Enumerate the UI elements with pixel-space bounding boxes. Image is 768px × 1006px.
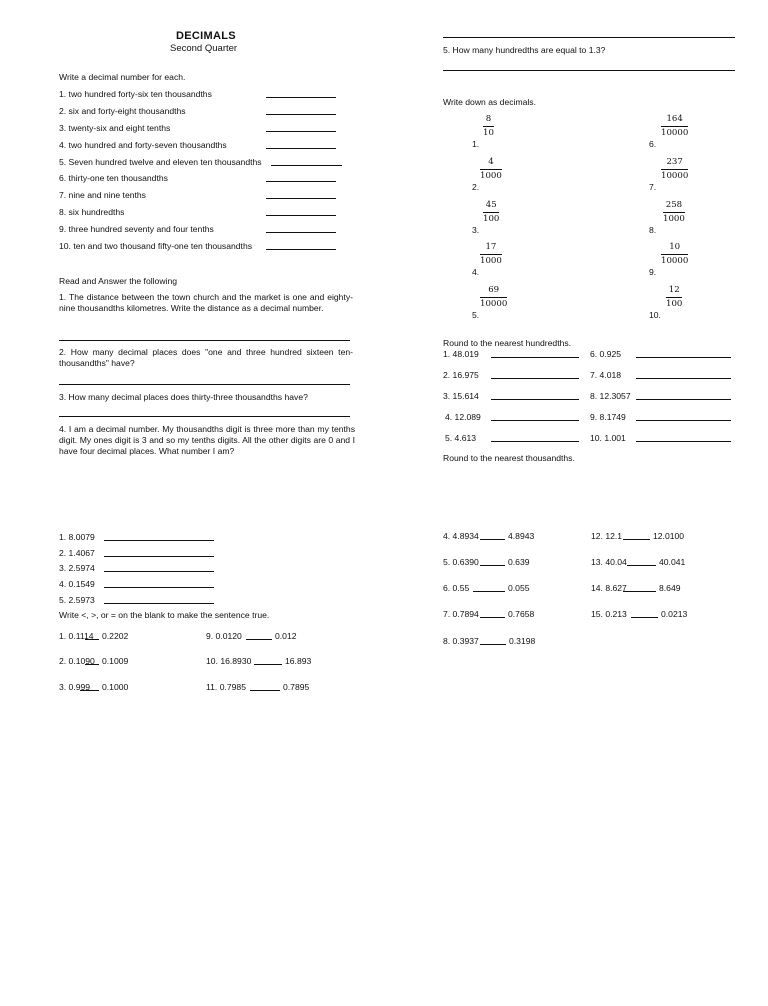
round-hundredths-blank[interactable] — [491, 420, 579, 421]
comparison-blank[interactable] — [480, 565, 505, 566]
fraction-label: 4. — [472, 267, 480, 277]
part1-answer-blank[interactable] — [266, 97, 336, 98]
round-thousandths-item: 5. 2.5973 — [59, 595, 95, 605]
fraction-numerator: 10 — [669, 242, 681, 252]
question-4: 4. I am a decimal number. My thousandths digit is three more than my tenths digit. My ones digit is 3 and so my tenths digits. All the other digits are 0 and I have four decimal places. What number I am? — [59, 424, 355, 456]
round-hundredths-item: 1. 48.019 — [443, 349, 479, 359]
fraction-denominator: 100 — [666, 299, 683, 309]
fraction — [480, 157, 502, 182]
round-thousandths-item: 1. 8.0079 — [59, 532, 95, 542]
part1-answer-blank[interactable] — [266, 148, 336, 149]
round-thousandths-item: 2. 1.4067 — [59, 548, 95, 558]
fraction-label: 9. — [649, 267, 657, 277]
fraction-bar — [480, 297, 507, 298]
fraction-denominator: 1000 — [480, 171, 502, 181]
question-5: 5. How many hundredths are equal to 1.3? — [443, 45, 606, 55]
fraction-label: 5. — [472, 310, 480, 320]
comparison-left: 6. 0.55 — [443, 583, 470, 593]
round-thousandths-item: 4. 0.1549 — [59, 579, 95, 589]
comparison-left: 5. 0.6390 — [443, 557, 479, 567]
round-thousandths-blank[interactable] — [104, 540, 214, 541]
part1-item-8: 8. six hundredths — [59, 207, 125, 217]
fraction-bar — [661, 254, 688, 255]
fraction — [661, 157, 688, 182]
answer-line-q3[interactable] — [59, 416, 350, 417]
fraction-numerator: 8 — [485, 114, 492, 124]
part1-item-9: 9. three hundred seventy and four tenths — [59, 224, 214, 234]
comparison-left: 12. 12.1 — [591, 531, 623, 541]
comparison-right: 0.7658 — [508, 609, 535, 619]
part1-item-6: 6. thirty-one ten thousandths — [59, 173, 168, 183]
comparison-blank[interactable] — [480, 539, 505, 540]
fraction-numerator: 164 — [666, 114, 683, 124]
comparison-left: 10. 16.8930 — [206, 656, 252, 666]
part1-item-5: 5. Seven hundred twelve and eleven ten thousandths — [59, 157, 262, 167]
fraction-denominator: 1000 — [480, 256, 502, 266]
round-thousandths-blank[interactable] — [104, 571, 214, 572]
comparison-blank[interactable] — [631, 617, 658, 618]
fraction-numerator: 237 — [666, 157, 683, 167]
round-hundredths-item: 8. 12.3057 — [590, 391, 631, 401]
fraction — [480, 242, 502, 267]
round-hundredths-item: 3. 15.614 — [443, 391, 479, 401]
part3-instruction: Write down as decimals. — [443, 97, 536, 107]
round-thousandths-item: 3. 2.5974 — [59, 563, 95, 573]
fraction-denominator: 1000 — [663, 214, 685, 224]
question-3: 3. How many decimal places does thirty-three thousandths have? — [59, 392, 308, 402]
fraction-label: 10. — [649, 310, 661, 320]
comparison-right: 12.0100 — [653, 531, 685, 541]
fraction-label: 6. — [649, 139, 657, 149]
round-hundredths-blank[interactable] — [491, 357, 579, 358]
fraction — [663, 200, 685, 225]
fraction-numerator: 12 — [668, 285, 680, 295]
part6-instruction: Write <, >, or = on the blank to make the sentence true. — [59, 610, 270, 620]
comparison-right: 0.639 — [508, 557, 530, 567]
fraction-bar — [480, 254, 502, 255]
round-hundredths-item: 9. 8.1749 — [590, 412, 626, 422]
round-hundredths-blank[interactable] — [491, 441, 579, 442]
comparison-left: 9. 0.0120 — [206, 631, 242, 641]
part1-instruction: Write a decimal number for each. — [59, 72, 186, 82]
fraction-label: 3. — [472, 225, 480, 235]
question-2: 2. How many decimal places does "one and three hundred sixteen ten-thousandths" have? — [59, 347, 353, 368]
comparison-blank[interactable] — [254, 664, 282, 665]
round-hundredths-blank[interactable] — [636, 378, 731, 379]
fraction-bar — [483, 126, 494, 127]
round-thousandths-blank[interactable] — [104, 603, 214, 604]
part1-item-1: 1. two hundred forty-six ten thousandths — [59, 89, 212, 99]
answer-line-q2[interactable] — [59, 384, 350, 385]
round-hundredths-item: 5. 4.613 — [445, 433, 477, 443]
fraction-numerator: 258 — [665, 200, 683, 210]
fraction-denominator: 10000 — [661, 256, 689, 266]
round-hundredths-item: 4. 12.089 — [445, 412, 481, 422]
part1-item-3: 3. twenty-six and eight tenths — [59, 123, 171, 133]
fraction-denominator: 10000 — [480, 299, 508, 309]
comparison-left: 14. 8.627 — [591, 583, 627, 593]
comparison-left: 3. 0.999 — [59, 682, 91, 692]
comparison-left: 11. 0.7985 — [206, 682, 246, 692]
fraction-denominator: 10 — [483, 128, 494, 138]
round-hundredths-item: 7. 4.018 — [590, 370, 622, 380]
part1-item-10: 10. ten and two thousand fifty-one ten thousandths — [59, 241, 253, 251]
answer-line-q5[interactable] — [443, 70, 735, 71]
comparison-right: 0.1009 — [102, 656, 129, 666]
comparison-blank[interactable] — [85, 664, 99, 665]
round-hundredths-blank[interactable] — [636, 357, 731, 358]
comparison-right: 8.649 — [659, 583, 681, 593]
comparison-right: 16.893 — [285, 656, 312, 666]
comparison-right: 0.2202 — [102, 631, 129, 641]
fraction — [483, 200, 499, 225]
question-1: 1. The distance between the town church and the market is one and eighty-nine thousandths kilometres. Write the distance as a decimal number. — [59, 292, 353, 313]
comparison-left: 1. 0.1114 — [59, 631, 94, 641]
part1-answer-blank[interactable] — [266, 181, 336, 182]
comparison-blank[interactable] — [85, 639, 99, 640]
part1-item-2: 2. six and forty-eight thousandths — [59, 106, 186, 116]
fraction-numerator: 17 — [485, 242, 497, 252]
comparison-right: 0.1000 — [102, 682, 129, 692]
fraction — [483, 114, 494, 139]
fraction-label: 7. — [649, 182, 657, 192]
round-hundredths-blank[interactable] — [636, 420, 731, 421]
answer-line-q1[interactable] — [59, 340, 350, 341]
comparison-right: 4.8943 — [508, 531, 535, 541]
comparison-blank[interactable] — [250, 690, 280, 691]
round-hundredths-item: 10. 1.001 — [590, 433, 626, 443]
comparison-blank[interactable] — [623, 539, 650, 540]
round-hundredths-item: 6. 0.925 — [590, 349, 622, 359]
fraction-bar — [666, 297, 682, 298]
comparison-right: 40.041 — [659, 557, 686, 567]
round-hundredths-blank[interactable] — [491, 378, 579, 379]
part1-answer-blank[interactable] — [266, 249, 336, 250]
fraction-bar — [663, 212, 685, 213]
comparison-blank[interactable] — [480, 617, 505, 618]
fraction — [661, 242, 688, 267]
fraction — [661, 114, 688, 139]
comparison-blank[interactable] — [627, 565, 656, 566]
answer-line-top[interactable] — [443, 37, 735, 38]
fraction-denominator: 100 — [483, 214, 500, 224]
round-hundredths-blank[interactable] — [636, 399, 731, 400]
comparison-blank[interactable] — [80, 690, 99, 691]
page-subtitle: Second Quarter — [170, 43, 238, 54]
fraction-denominator: 10000 — [661, 128, 689, 138]
fraction-numerator: 45 — [485, 200, 497, 210]
comparison-right: 0.012 — [275, 631, 297, 641]
fraction — [666, 285, 682, 310]
fraction-bar — [483, 212, 499, 213]
fraction-numerator: 4 — [488, 157, 494, 167]
fraction-bar — [661, 169, 688, 170]
part1-answer-blank[interactable] — [266, 131, 336, 132]
fraction-bar — [661, 126, 688, 127]
round-thousandths-blank[interactable] — [104, 556, 214, 557]
fraction-denominator: 10000 — [661, 171, 689, 181]
comparison-left: 8. 0.3937 — [443, 636, 479, 646]
part1-item-7: 7. nine and nine tenths — [59, 190, 146, 200]
round-hundredths-blank[interactable] — [636, 441, 731, 442]
comparison-left: 13. 40.04 — [591, 557, 627, 567]
fraction-label: 8. — [649, 225, 657, 235]
comparison-blank[interactable] — [623, 591, 656, 592]
comparison-blank[interactable] — [246, 639, 272, 640]
comparison-blank[interactable] — [480, 644, 506, 645]
fraction — [480, 285, 507, 310]
comparison-left: 2. 0.1090 — [59, 656, 95, 666]
fraction-numerator: 69 — [488, 285, 500, 295]
comparison-right: 0.055 — [508, 583, 530, 593]
part4-instruction: Round to the nearest hundredths. — [443, 338, 572, 348]
round-hundredths-item: 2. 16.975 — [443, 370, 479, 380]
comparison-left: 15. 0.213 — [591, 609, 627, 619]
part1-answer-blank[interactable] — [266, 215, 336, 216]
comparison-right: 0.3198 — [509, 636, 536, 646]
round-hundredths-blank[interactable] — [491, 399, 579, 400]
part1-answer-blank[interactable] — [266, 114, 336, 115]
fraction-label: 2. — [472, 182, 480, 192]
round-thousandths-blank[interactable] — [104, 587, 214, 588]
part1-answer-blank[interactable] — [271, 165, 342, 166]
part1-item-4: 4. two hundred and forty-seven thousandths — [59, 140, 227, 150]
comparison-blank[interactable] — [473, 591, 505, 592]
part2-instruction: Read and Answer the following — [59, 276, 178, 286]
comparison-left: 7. 0.7894 — [443, 609, 479, 619]
part5-instruction: Round to the nearest thousandths. — [443, 453, 575, 463]
fraction-bar — [480, 169, 502, 170]
comparison-right: 0.0213 — [661, 609, 688, 619]
comparison-left: 4. 4.8934 — [443, 531, 479, 541]
part1-answer-blank[interactable] — [266, 198, 336, 199]
part1-answer-blank[interactable] — [266, 232, 336, 233]
comparison-right: 0.7895 — [283, 682, 310, 692]
page-title: DECIMALS — [176, 30, 236, 42]
fraction-label: 1. — [472, 139, 480, 149]
